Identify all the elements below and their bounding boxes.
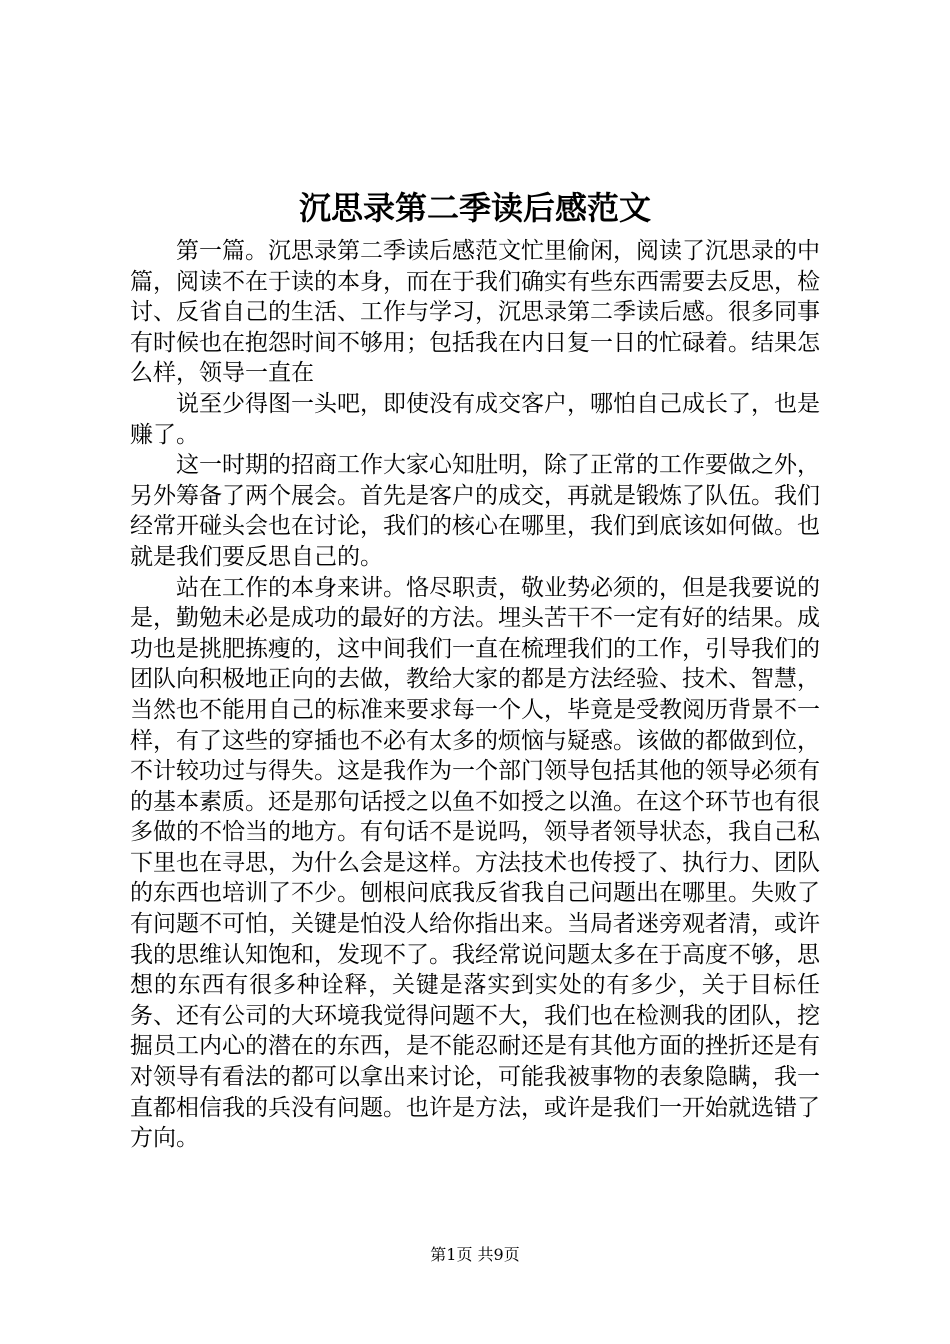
document-title: 沉思录第二季读后感范文 [298, 189, 651, 227]
document-body [130, 236, 820, 1154]
page-footer: 第1页 共9页 [430, 1245, 520, 1264]
paragraph-3: 这一时期的招商工作大家心知肚明，除了正常的工作要做之外，另外筹备了两个展会。首先是客户的成交，再就是锻炼了队伍。我们经常开碰头会也在讨论，我们的核心在哪里，我们到底该如何做。也就是我们要反思自己的。 [130, 452, 820, 570]
paragraph-4: 站在工作的本身来讲。恪尽职责，敬业势必须的，但是我要说的是，勤勉未必是成功的最好的方法。埋头苦干不一定有好的结果。成功也是挑肥拣瘦的，这中间我们一直在梳理我们的工作，引导我们的团队向积极地正向的去做，教给大家的都是方法经验、技术、智慧，当然也不能用自己的标准来要求每一个人，毕竟是受教阅历背景不一样，有了这些的穿插也不必有太多的烦恼与疑惑。该做的都做到位，不计较功过与得失。这是我作为一个部门领导包括其他的领导必须有的基本素质。还是那句话授之以鱼不如授之以渔。在这个环节也有很多做的不恰当的地方。有句话不是说吗，领导者领导状态，我自己私下里也在寻思，为什么会是这样。方法技术也传授了、执行力、团队的东西也培训了不少。刨根问底我反省我自己问题出在哪里。失败了有问题不可怕，关键是怕没人给你指出来。当局者迷旁观者清，或许我的思维认知饱和，发现不了。我经常说问题太多在于高度不够，思想的东西有很多种诠释，关键是落实到实处的有多少，关于目标任务、还有公司的大环境我觉得问题不大，我们也在检测我的团队，挖掘员工内心的潜在的东西，是不能忍耐还是有其他方面的挫折还是有对领导有看法的都可以拿出来讨论，可能我被事物的表象隐瞒，我一直都相信我的兵没有问题。也许是方法，或许是我们一开始就选错了方向。 [130, 574, 820, 1152]
paragraph-2: 说至少得图一头吧，即使没有成交客户，哪怕自己成长了，也是赚了。 [130, 390, 820, 448]
paragraph-1: 第一篇。沉思录第二季读后感范文忙里偷闲，阅读了沉思录的中篇，阅读不在于读的本身，而在于我们确实有些东西需要去反思，检讨、反省自己的生活、工作与学习，沉思录第二季读后感。很多同事有时候也在抱怨时间不够用；包括我在内日复一日的忙碌着。结果怎么样，领导一直在 [130, 238, 820, 387]
